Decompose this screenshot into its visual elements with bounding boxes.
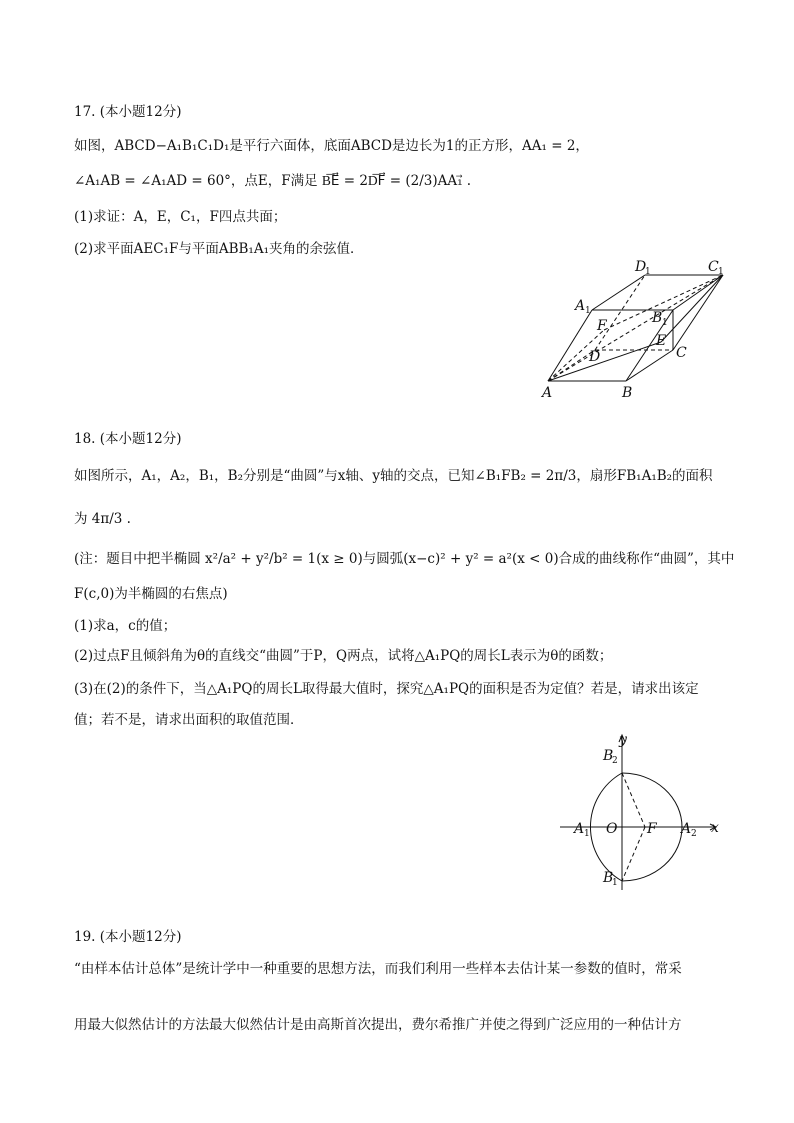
q18-part3b: 值；若不是，请求出面积的取值范围． [74,712,304,728]
q17-part1: (1)求证：A，E，C₁，F四点共面； [74,209,287,225]
q19-header: 19. (本小题12分) [74,929,182,945]
label-B2-sub: 2 [612,756,618,766]
q17-line1: 如图，ABCD−A₁B₁C₁D₁是平行六面体，底面ABCD是边长为1的正方形，AA₁ = 2， [74,138,589,154]
q18-note1: (注：题目中把半椭圆 x²/a² + y²/b² = 1(x ≥ 0)与圆弧(x−c)² + y² = a²(x < 0)合成的曲线称作“曲圆”，其中 [74,551,735,567]
label-C: C [676,345,687,361]
label-x-axis: x [711,820,719,836]
q18-part2: (2)过点F且倾斜角为θ的直线交“曲圆”于P，Q两点，试将△A₁PQ的周长L表示为θ的函数； [74,648,613,664]
curve-circle-figure [555,730,730,895]
label-D1: D [635,259,647,275]
label-C1-sub: 1 [718,267,724,277]
q18-part1: (1)求a，c的值； [74,618,177,634]
q18-header: 18. (本小题12分) [74,431,182,447]
label-A1-sub: 1 [584,829,590,839]
label-D1-sub: 1 [645,267,651,277]
q18-line2: 为 4π/3 . [74,511,131,527]
q17-header: 17. (本小题12分) [74,104,182,120]
q17-line2: ∠A₁AB = ∠A₁AD = 60°，点E，F满足 B͞E⃗ = 2D͞F⃗ = (2/3)AA₁⃗ . [74,173,472,189]
label-B1: B [603,870,614,886]
label-E: E [656,333,667,349]
label-A: A [542,385,553,401]
label-A2: A [681,821,692,837]
parallelepiped-figure [540,255,740,405]
q18-note2: F(c,0)为半椭圆的右焦点) [74,586,228,602]
label-A2-sub: 2 [691,829,697,839]
label-B: B [622,385,633,401]
label-y-axis: y [619,732,627,748]
q18-part3a: (3)在(2)的条件下，当△A₁PQ的周长L取得最大值时，探究△A₁PQ的面积是否为定值？若是，请求出该定 [74,681,699,697]
label-C1: C [708,259,719,275]
label-D: D [589,349,601,365]
label-B2: B [603,748,614,764]
label-B1: B [652,310,663,326]
q19-line1: “由样本估计总体”是统计学中一种重要的思想方法，而我们利用一些样本去估计某一参数的值时，常采 [74,961,682,977]
label-O: O [606,821,618,837]
label-F: F [647,821,657,837]
label-A1-sub: 1 [585,306,591,316]
label-F: F [597,318,607,334]
label-A1: A [575,298,586,314]
q17-part2: (2)求平面AEC₁F与平面ABB₁A₁夹角的余弦值． [74,241,364,257]
q18-line1: 如图所示，A₁，A₂，B₁，B₂分别是“曲圆”与x轴、y轴的交点，已知∠B₁FB₂ = 2π/3，扇形FB₁A₁B₂的面积 [74,468,713,484]
label-B1-sub: 1 [662,318,668,328]
label-B1-sub: 1 [612,878,618,888]
q19-line2: 用最大似然估计的方法最大似然估计是由高斯首次提出，费尔希推广并使之得到广泛应用的一种估计方 [74,1017,682,1033]
label-A1: A [574,821,585,837]
